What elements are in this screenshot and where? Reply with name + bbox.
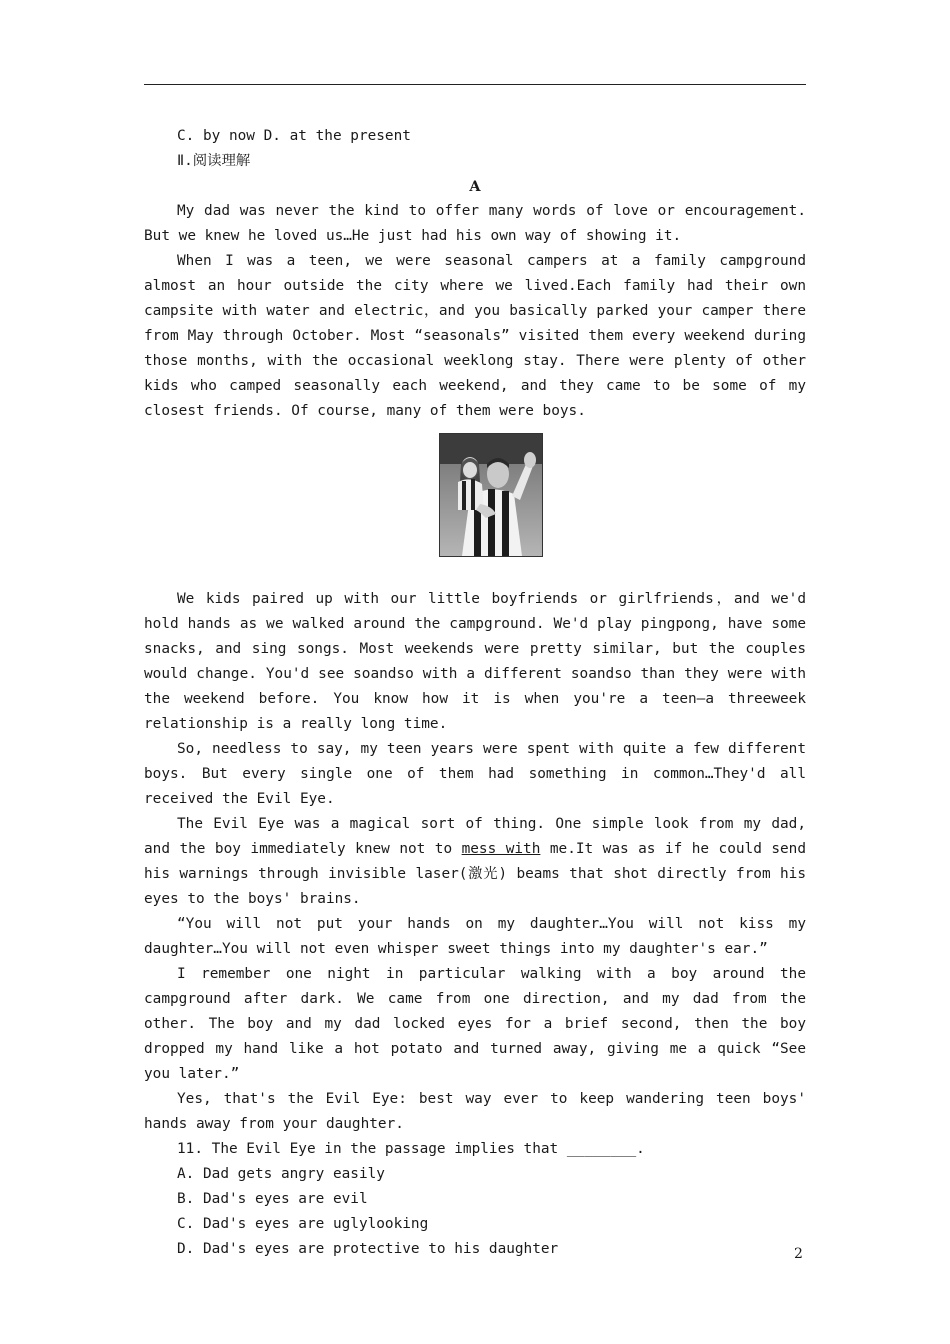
photo-block (144, 424, 806, 587)
father-daughter-photo (439, 433, 543, 557)
question-option-a: A. Dad gets angry easily (177, 1166, 385, 1182)
question-option-b: B. Dad's eyes are evil (177, 1191, 368, 1207)
passage-paragraph-2: When I was a teen, we were seasonal campers at a family campground almost an hour outside the city where we lived.Each family had their own campsite with water and electric，and you basically parked your camper there from May through October. Most “seasonals” visited them every weekend during those months, with the occasional weeklong stay. There were plenty of other kids who camped seasonally each weekend, and they came to be some of my closest friends. Of course, many of them were boys. (144, 253, 806, 419)
passage-label: A (469, 178, 481, 195)
page-content (144, 124, 806, 1262)
passage-paragraph-6: “You will not put your hands on my daughter…You will not kiss my daughter…You will not even whisper sweet things into my daughter's ear.” (144, 916, 806, 957)
underlined-phrase: mess with (461, 841, 541, 857)
page-number: 2 (794, 1246, 803, 1262)
passage-paragraph-4: So, needless to say, my teen years were spent with quite a few different boys. But every single one of them had something in common…They'd all received the Evil Eye. (144, 741, 806, 807)
passage-paragraph-3: We kids paired up with our little boyfriends or girlfriends，and we'd hold hands as we walked around the campground. We'd play pingpong, have some snacks, and sing songs. Most weekends were pretty similar, but the couples would change. You'd see soandso with a different soandso than they were with the weekend before. You know how it is when you're a teen—a threeweek relationship is a really long time. (144, 591, 806, 732)
paragraph-5-text-a: The Evil Eye was a magical sort of thing. One simple look from my dad, and the boy immediately knew not to (144, 816, 806, 857)
section-title: Ⅱ.阅读理解 (177, 153, 251, 169)
question-option-c: C. Dad's eyes are uglylooking (177, 1216, 429, 1232)
passage-paragraph-7: I remember one night in particular walking with a boy around the campground after dark. We came from one direction, and my dad from the other. The boy and my dad locked eyes for a brief second, then the boy dropped my hand like a hot potato and turned away, giving me a quick “See you later.” (144, 966, 806, 1082)
question-stem: 11. The Evil Eye in the passage implies that ________. (177, 1141, 645, 1157)
photo-illustration (440, 434, 542, 556)
passage-paragraph-1: My dad was never the kind to offer many words of love or encouragement. But we knew he loved us…He just had his own way of showing it. (144, 203, 806, 244)
question-option-d: D. Dad's eyes are protective to his daughter (177, 1241, 559, 1257)
passage-paragraph-8: Yes, that's the Evil Eye: best way ever to keep wandering teen boys' hands away from your daughter. (144, 1091, 806, 1132)
previous-question-options: C. by now D. at the present (177, 128, 411, 144)
paragraph-5-text-b: me.It was as if he could send his warnings through invisible laser(激光) beams that shot directly from his eyes to the boys' brains. (144, 841, 806, 907)
passage-paragraph-5 (144, 812, 806, 912)
header-rule (144, 84, 806, 85)
